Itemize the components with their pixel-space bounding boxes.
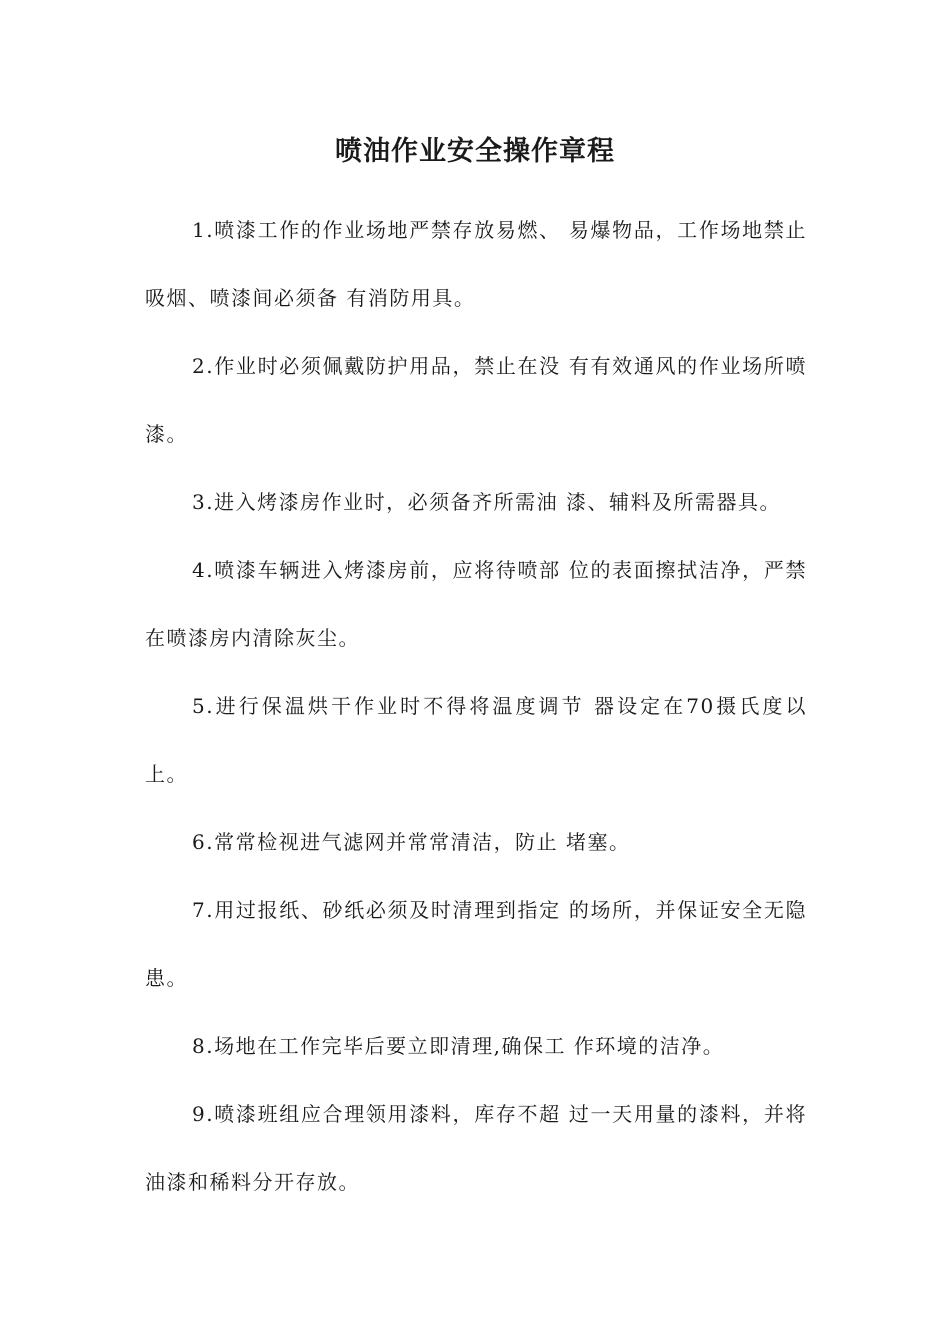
rule-paragraph-4: 4.喷漆车辆进入烤漆房前，应将待喷部 位的表面擦拭洁净，严禁在喷漆房内清除灰尘。	[145, 558, 807, 650]
rule-paragraph-3: 3.进入烤漆房作业时，必须备齐所需油 漆、辅料及所需器具。	[192, 490, 781, 514]
rule-paragraph-9: 9.喷漆班组应合理领用漆料，库存不超 过一天用量的漆料，并将油漆和稀料分开存放。	[145, 1102, 807, 1194]
rule-paragraph-6: 6.常常检视进气滤网并常常清洁，防止 堵塞。	[192, 830, 631, 854]
document-title: 喷油作业安全操作章程	[335, 136, 615, 167]
rule-paragraph-7: 7.用过报纸、砂纸必须及时清理到指定 的场所，并保证安全无隐患。	[145, 898, 807, 990]
rule-paragraph-1: 1.喷漆工作的作业场地严禁存放易燃、 易爆物品，工作场地禁止吸烟、喷漆间必须备 有消防用具。	[145, 218, 807, 310]
rule-paragraph-5: 5.进行保温烘干作业时不得将温度调节 器设定在70摄氏度以上。	[145, 694, 807, 786]
rule-paragraph-2: 2.作业时必须佩戴防护用品，禁止在没 有有效通风的作业场所喷漆。	[145, 354, 807, 446]
rule-paragraph-8: 8.场地在工作完毕后要立即清理,确保工 作环境的洁净。	[192, 1034, 725, 1058]
document-body	[145, 196, 807, 1216]
